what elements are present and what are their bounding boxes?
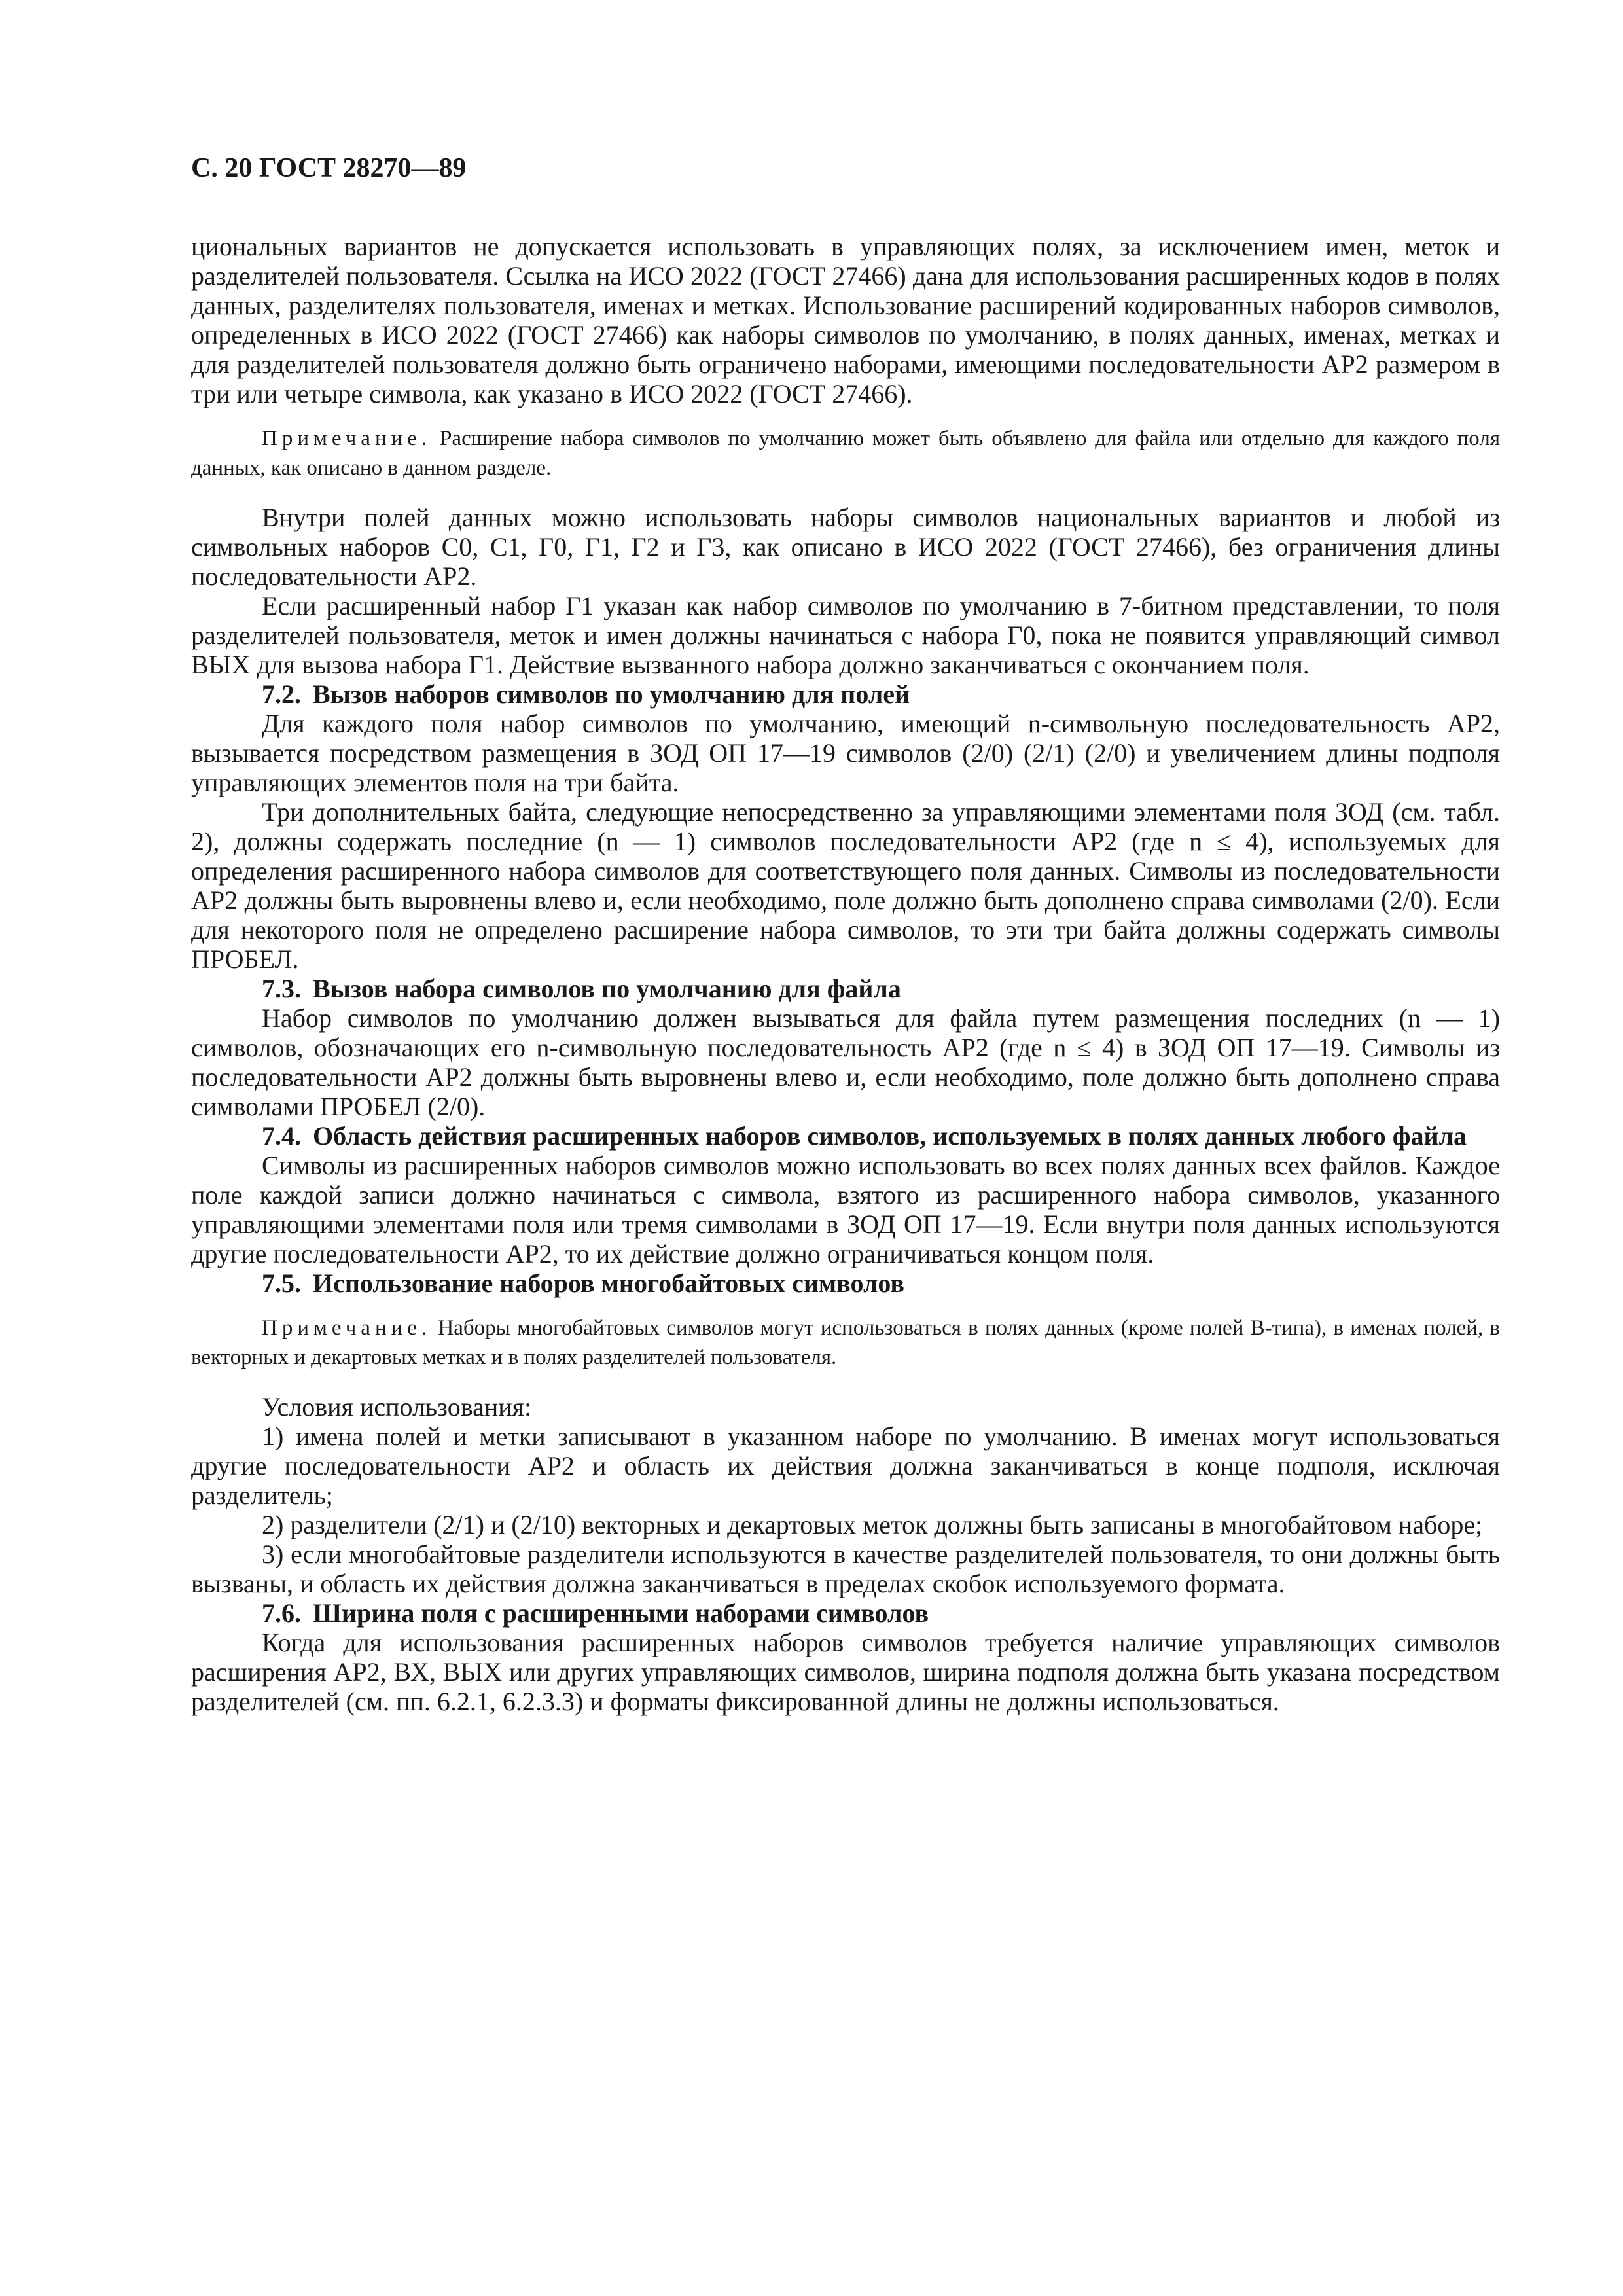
section-title: Вызов набора символов по умолчанию для файла	[313, 974, 901, 1003]
list-item: 3) если многобайтовые разделители используются в качестве разделителей пользователя, то они должны быть вызваны, и область их действия должна заканчиваться в пределах скобок используемого формата.	[191, 1539, 1500, 1598]
paragraph: Символы из расширенных наборов символов можно использовать во всех полях данных всех файлов. Каждое поле каждой записи должно начинаться с символа, взятого из расширенного набора символов, указанного управляющими элементами поля или тремя символами в ЗОД ОП 17—19. Если внутри поля данных используются другие последовательности АР2, то их действие должно ограничиваться концом поля.	[191, 1151, 1500, 1268]
section-number: 7.5.	[262, 1268, 301, 1298]
note-label: Примечание.	[262, 427, 432, 450]
section-number: 7.3.	[262, 974, 301, 1003]
section-heading	[191, 1598, 1500, 1628]
list-item: 1) имена полей и метки записывают в указанном наборе по умолчанию. В именах могут использоваться другие последовательности АР2 и область их действия должна заканчиваться в конце подполя, исключая разделитель;	[191, 1422, 1500, 1510]
section-title: Область действия расширенных наборов символов, используемых в полях данных любого файла	[313, 1121, 1467, 1151]
section-title: Ширина поля с расширенными наборами символов	[313, 1598, 929, 1628]
paragraph: Когда для использования расширенных наборов символов требуется наличие управляющих символов расширения АР2, ВХ, ВЫХ или других управляющих символов, ширина подполя должна быть указана посредством разделителей (см. пп. 6.2.1, 6.2.3.3) и форматы фиксированной длины не должны использоваться.	[191, 1628, 1500, 1716]
note-text: Наборы многобайтовых символов могут использоваться в полях данных (кроме полей В-типа), в именах полей, в векторных и декартовых метках и в полях разделителей пользователя.	[191, 1316, 1501, 1369]
section-heading	[191, 1121, 1500, 1151]
note	[191, 1314, 1500, 1372]
section-number: 7.4.	[262, 1121, 301, 1151]
list-item: 2) разделители (2/1) и (2/10) векторных и декартовых меток должны быть записаны в многобайтовом наборе;	[262, 1510, 1483, 1539]
paragraph: Если расширенный набор Г1 указан как набор символов по умолчанию в 7-битном представлении, то поля разделителей пользователя, меток и имен должны начинаться с набора Г0, пока не появится управляющий символ ВЫХ для вызова набора Г1. Действие вызванного набора должно заканчиваться с окончанием поля.	[191, 591, 1500, 679]
paragraph: Три дополнительных байта, следующие непосредственно за управляющими элементами поля ЗОД (см. табл. 2), должны содержать последние (n — 1) символов последовательности АР2 (где n ≤ 4), используемых для определения расширенного набора символов для соответствующего поля данных. Символы из последовательности АР2 должны быть выровнены влево и, если необходимо, поле должно быть дополнено справа символами (2/0). Если для некоторого поля не определено расширение набора символов, то эти три байта должны содержать символы ПРОБЕЛ.	[191, 797, 1500, 974]
document-page	[191, 152, 1500, 1716]
section-title: Использование наборов многобайтовых символов	[313, 1268, 905, 1298]
section-number: 7.6.	[262, 1598, 301, 1628]
section-heading	[191, 1268, 1500, 1298]
note-text: Расширение набора символов по умолчанию может быть объявлено для файла или отдельно для каждого поля данных, как описано в данном разделе.	[191, 427, 1500, 480]
section-number: 7.2.	[262, 679, 301, 709]
paragraph: Внутри полей данных можно использовать наборы символов национальных вариантов и любой из символьных наборов С0, С1, Г0, Г1, Г2 и Г3, как описано в ИСО 2022 (ГОСТ 27466), без ограничения длины последовательности АР2.	[191, 503, 1500, 591]
paragraph: Для каждого поля набор символов по умолчанию, имеющий n-символьную последовательность АР2, вызывается посредством размещения в ЗОД ОП 17—19 символов (2/0) (2/1) (2/0) и увеличением длины подполя управляющих элементов поля на три байта.	[191, 709, 1500, 797]
section-heading	[191, 679, 1500, 709]
paragraph: Набор символов по умолчанию должен вызываться для файла путем размещения последних (n — 1) символов, обозначающих его n-символьную последовательность АР2 (где n ≤ 4) в ЗОД ОП 17—19. Символы из последовательности АР2 должны быть выровнены влево и, если необходимо, поле должно быть дополнено справа символами ПРОБЕЛ (2/0).	[191, 1003, 1500, 1121]
section-title: Вызов наборов символов по умолчанию для полей	[313, 679, 910, 709]
page-header: С. 20 ГОСТ 28270—89	[191, 153, 467, 183]
paragraph: Условия использования:	[262, 1392, 532, 1422]
note	[191, 424, 1500, 483]
paragraph: циональных вариантов не допускается использовать в управляющих полях, за исключением имен, меток и разделителей пользователя. Ссылка на ИСО 2022 (ГОСТ 27466) дана для использования расширенных кодов в полях данных, разделителях пользователя, именах и метках. Использование расширений кодированных наборов символов, определенных в ИСО 2022 (ГОСТ 27466) как наборы символов по умолчанию, в полях данных, именах, метках и для разделителей пользователя должно быть ограничено наборами, имеющими последовательности АР2 размером в три или четыре символа, как указано в ИСО 2022 (ГОСТ 27466).	[191, 232, 1500, 408]
section-heading	[191, 974, 1500, 1003]
note-label: Примечание.	[262, 1316, 432, 1340]
